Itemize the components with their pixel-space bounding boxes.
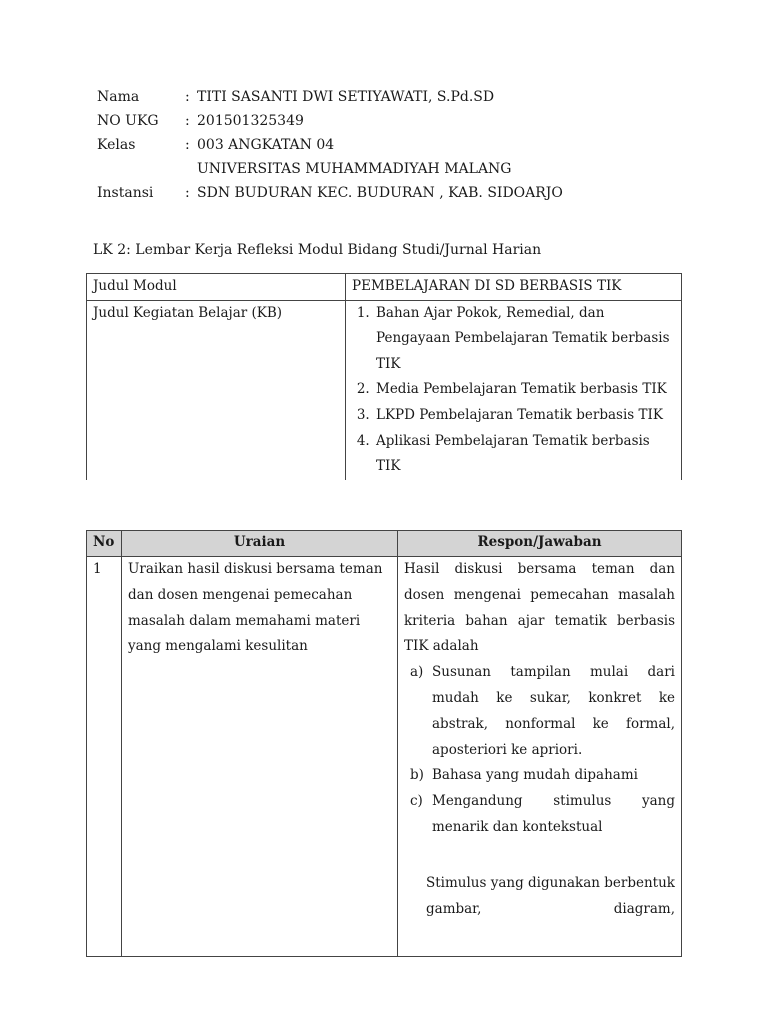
- module-title-value: PEMBELAJARAN DI SD BERBASIS TIK: [346, 274, 682, 301]
- header-respon: Respon/Jawaban: [398, 531, 682, 557]
- header-uraian: Uraian: [122, 531, 398, 557]
- reflection-table: [86, 530, 682, 957]
- identity-label: Instansi: [97, 185, 154, 201]
- identity-label: Nama: [97, 89, 140, 105]
- respon-item: [404, 789, 675, 841]
- kb-row: [87, 300, 682, 480]
- identity-row-kelas: [97, 133, 334, 157]
- respon-item-text: Susunan tampilan mulai dari mudah ke sukar, konkret ke abstrak, nonformal ke formal, aposteriori ke apriori.: [432, 664, 675, 758]
- respon-item: [404, 763, 675, 789]
- identity-colon: :: [185, 113, 190, 129]
- identity-colon: :: [185, 185, 190, 201]
- identity-value: 003 ANGKATAN 04: [197, 137, 335, 153]
- kb-item: 2. Media Pembelajaran Tematik berbasis TIK: [374, 377, 675, 403]
- identity-row-university: [97, 157, 512, 181]
- respon-item-marker: b): [410, 767, 424, 784]
- identity-label: Kelas: [97, 137, 136, 153]
- identity-value: TITI SASANTI DWI SETIYAWATI, S.Pd.SD: [197, 89, 495, 105]
- respon-item-marker: a): [410, 664, 424, 681]
- row-uraian: Uraikan hasil diskusi bersama teman dan dosen mengenai pemecahan masalah dalam memahami materi yang mengalami kesulitan: [122, 557, 398, 957]
- kb-item: 3. LKPD Pembelajaran Tematik berbasis TIK: [374, 403, 675, 429]
- identity-colon: :: [185, 89, 190, 105]
- identity-colon: :: [185, 137, 190, 153]
- respon-stimulus: Stimulus yang digunakan berbentuk gambar, diagram,: [426, 874, 675, 917]
- identity-row-no-ukg: [97, 109, 304, 133]
- worksheet-title: LK 2: Lembar Kerja Refleksi Modul Bidang Studi/Jurnal Harian: [93, 242, 542, 258]
- respon-item-marker: c): [410, 793, 423, 810]
- identity-label: NO UKG: [97, 113, 159, 129]
- respon-list: [404, 660, 675, 841]
- respon-item-text: Mengandung stimulus yang menarik dan kontekstual: [432, 793, 675, 835]
- respon-intro: Hasil diskusi bersama teman dan dosen mengenai pemecahan masalah kriteria bahan ajar tematik berbasis TIK adalah: [404, 561, 675, 655]
- table-header-row: [87, 531, 682, 557]
- identity-value: SDN BUDURAN KEC. BUDURAN , KAB. SIDOARJO: [197, 185, 563, 201]
- identity-value: UNIVERSITAS MUHAMMADIYAH MALANG: [197, 161, 512, 177]
- module-title-row: [87, 274, 682, 301]
- row-respon: [398, 557, 682, 957]
- identity-row-nama: [97, 85, 494, 109]
- row-number: 1: [87, 557, 122, 957]
- module-info-table: [86, 273, 682, 480]
- kb-list: [352, 301, 675, 480]
- identity-row-instansi: [97, 181, 563, 205]
- table-row: [87, 557, 682, 957]
- respon-item-text: Bahasa yang mudah dipahami: [432, 767, 638, 784]
- kb-item: 4. Aplikasi Pembelajaran Tematik berbasis TIK: [374, 429, 675, 480]
- kb-label: Judul Kegiatan Belajar (KB): [87, 300, 346, 480]
- kb-list-cell: [346, 300, 682, 480]
- kb-item: 1. Bahan Ajar Pokok, Remedial, dan Pengayaan Pembelajaran Tematik berbasis TIK: [374, 301, 675, 378]
- respon-item: [404, 660, 675, 763]
- identity-value: 201501325349: [197, 113, 304, 129]
- header-no: No: [87, 531, 122, 557]
- module-title-label: Judul Modul: [87, 274, 346, 301]
